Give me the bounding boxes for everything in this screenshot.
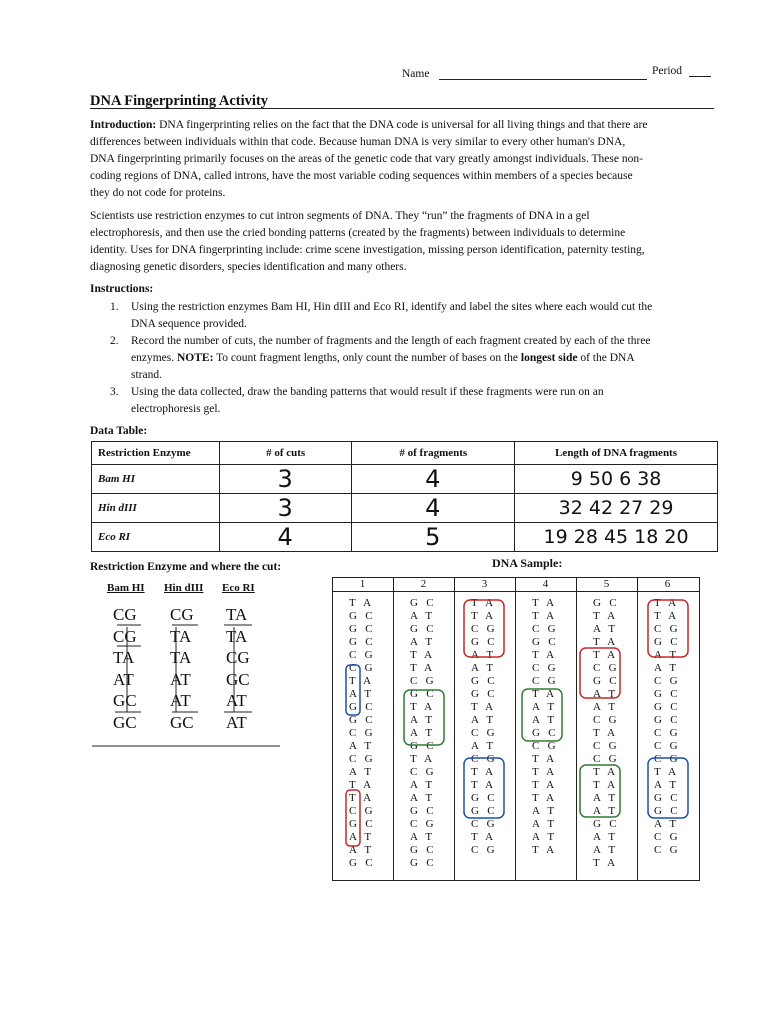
col-header-fragments: # of fragments xyxy=(352,442,515,465)
instr-3-line1: Using the data collected, draw the banding patterns that would result if these fragments were run on an xyxy=(131,386,604,398)
base-pair: A T xyxy=(349,766,372,778)
base-pair: G C xyxy=(349,701,373,713)
base-pair: T A xyxy=(593,779,616,791)
base-pair: G C xyxy=(654,792,678,804)
base-pair: G C xyxy=(471,688,495,700)
base-pair: T A xyxy=(471,766,494,778)
enzyme-cell: Bam HI xyxy=(92,465,220,494)
base-pair: T A xyxy=(532,779,555,791)
enzyme-site-pair: GC xyxy=(113,712,137,732)
base-pair: T A xyxy=(593,636,616,648)
base-pair: C G xyxy=(593,740,617,752)
base-pair: A T xyxy=(410,779,433,791)
intro-line-1: DNA fingerprinting relies on the fact that the DNA code is universal for all living things and that there are xyxy=(159,119,648,131)
base-pair: C G xyxy=(471,727,495,739)
base-pair: T A xyxy=(532,753,555,765)
lengths-value: 19 28 45 18 20 xyxy=(543,526,689,548)
base-pair: G C xyxy=(471,792,495,804)
base-pair: C G xyxy=(654,675,678,687)
base-pair: G C xyxy=(410,688,434,700)
base-pair: G C xyxy=(349,610,373,622)
base-pair: T A xyxy=(471,701,494,713)
base-pair: C G xyxy=(410,766,434,778)
enzyme-col-ecori-name: Eco RI xyxy=(222,582,255,594)
base-pair: A T xyxy=(349,844,372,856)
enzyme-site-pair: AT xyxy=(170,669,191,689)
base-pair: C G xyxy=(532,623,556,635)
instr-2-line2b: To count fragment lengths, only count the number of bases on the xyxy=(213,352,521,364)
base-pair: A T xyxy=(654,818,677,830)
base-pair: C G xyxy=(471,818,495,830)
base-pair: G C xyxy=(349,623,373,635)
enzyme-site-pair: AT xyxy=(113,669,134,689)
base-pair: T A xyxy=(532,597,555,609)
col-header-lengths: Length of DNA fragments xyxy=(515,442,718,465)
enzyme-site-pair: TA xyxy=(170,648,192,667)
base-pair: A T xyxy=(654,649,677,661)
enzyme-site-pair: AT xyxy=(226,691,247,710)
enzyme-col-bamhi-name: Bam HI xyxy=(107,582,145,594)
base-pair: G C xyxy=(410,805,434,817)
base-pair: A T xyxy=(471,740,494,752)
base-pair: C G xyxy=(654,727,678,739)
base-pair: C G xyxy=(471,844,495,856)
instructions-heading: Instructions: xyxy=(90,283,154,295)
base-pair: C G xyxy=(593,714,617,726)
base-pair: A T xyxy=(410,714,433,726)
base-pair: C G xyxy=(410,675,434,687)
base-pair: A T xyxy=(654,779,677,791)
instr-3-num: 3. xyxy=(110,386,119,398)
base-pair: C G xyxy=(532,675,556,687)
dna-column-number: 5 xyxy=(603,578,610,590)
base-pair: G C xyxy=(593,597,617,609)
base-pair: A T xyxy=(593,623,616,635)
base-pair: C G xyxy=(654,753,678,765)
base-pair: A T xyxy=(532,701,555,713)
base-pair: T A xyxy=(471,597,494,609)
intro-line-4: coding regions of DNA, called introns, have the most variable coding sequences within members of a species because xyxy=(90,170,633,182)
base-pair: T A xyxy=(410,662,433,674)
base-pair: T A xyxy=(654,597,677,609)
base-pair: T A xyxy=(593,727,616,739)
base-pair: G C xyxy=(532,727,556,739)
base-pair: G C xyxy=(471,636,495,648)
base-pair: A T xyxy=(593,701,616,713)
base-pair: C G xyxy=(532,662,556,674)
base-pair: C G xyxy=(349,649,373,661)
base-pair: T A xyxy=(471,831,494,843)
base-pair: A T xyxy=(349,688,372,700)
base-pair: C G xyxy=(654,740,678,752)
cuts-value: 3 xyxy=(277,465,294,493)
enzyme-site-pair: CG xyxy=(226,648,250,667)
base-pair: G C xyxy=(349,636,373,648)
enzyme-site-pair: AT xyxy=(170,691,191,710)
enzyme-cell: Eco RI xyxy=(92,523,220,552)
base-pair: T A xyxy=(654,610,677,622)
period-label: Period xyxy=(652,65,683,77)
fragments-value: 5 xyxy=(425,523,442,551)
instr-2-line2c: of the DNA xyxy=(577,352,635,364)
base-pair: T A xyxy=(349,597,372,609)
base-pair: T A xyxy=(532,844,555,856)
enzyme-site-pair: TA xyxy=(113,648,135,667)
base-pair: A T xyxy=(593,831,616,843)
intro-label: Introduction: xyxy=(90,119,157,131)
base-pair: A T xyxy=(532,805,555,817)
base-pair: T A xyxy=(410,753,433,765)
base-pair: A T xyxy=(532,818,555,830)
instr-2-bold: longest side xyxy=(520,352,578,364)
base-pair: C G xyxy=(349,727,373,739)
base-pair: G C xyxy=(654,805,678,817)
base-pair: A T xyxy=(410,831,433,843)
base-pair: A T xyxy=(532,714,555,726)
instr-2-num: 2. xyxy=(110,335,119,347)
base-pair: A T xyxy=(471,649,494,661)
base-pair: G C xyxy=(654,701,678,713)
base-pair: T A xyxy=(349,779,372,791)
base-pair: C G xyxy=(654,831,678,843)
dna-column-number: 2 xyxy=(420,578,427,590)
base-pair: T A xyxy=(532,792,555,804)
enzyme-site-pair: TA xyxy=(226,626,248,646)
base-pair: G C xyxy=(593,675,617,687)
base-pair: A T xyxy=(410,636,433,648)
base-pair: A T xyxy=(532,831,555,843)
base-pair: G C xyxy=(532,636,556,648)
dna-column-number: 3 xyxy=(481,578,488,590)
dna-column-number: 4 xyxy=(542,578,549,590)
base-pair: C G xyxy=(593,753,617,765)
para2-line-4: diagnosing genetic disorders, species identification and many others. xyxy=(90,261,407,273)
base-pair: C G xyxy=(471,623,495,635)
enzyme-site-pair: CG xyxy=(113,605,137,624)
enzyme-site-pair: GC xyxy=(170,712,194,732)
lengths-value: 9 50 6 38 xyxy=(570,468,662,490)
base-pair: T A xyxy=(471,610,494,622)
base-pair: T A xyxy=(410,649,433,661)
base-pair: G C xyxy=(349,714,373,726)
base-pair: A T xyxy=(349,740,372,752)
enzyme-cell: Hin dIII xyxy=(92,494,220,523)
instr-2-note: NOTE: xyxy=(176,352,214,364)
intro-line-2: differences between individuals within that code. Because human DNA is very similar to every other human's DNA, xyxy=(90,136,626,148)
base-pair: T A xyxy=(593,766,616,778)
enzyme-sites-heading: Restriction Enzyme and where the cut: xyxy=(90,561,282,573)
base-pair: G C xyxy=(410,597,434,609)
base-pair: T A xyxy=(593,610,616,622)
base-pair: A T xyxy=(593,688,616,700)
page-title: DNA Fingerprinting Activity xyxy=(90,93,269,109)
instr-3-line2: electrophoresis gel. xyxy=(131,403,221,415)
base-pair: A T xyxy=(593,844,616,856)
base-pair: A T xyxy=(471,714,494,726)
fragments-value: 4 xyxy=(425,465,442,493)
base-pair: G C xyxy=(349,818,373,830)
base-pair: T A xyxy=(471,779,494,791)
enzyme-site-pair: GC xyxy=(113,691,137,710)
base-pair: T A xyxy=(532,688,555,700)
instr-2-line1: Record the number of cuts, the number of fragments and the length of each fragment created by each of the three xyxy=(131,335,651,347)
cuts-value: 4 xyxy=(277,523,294,551)
base-pair: A T xyxy=(593,792,616,804)
base-pair: T A xyxy=(532,649,555,661)
base-pair: G C xyxy=(471,675,495,687)
instr-1-line2: DNA sequence provided. xyxy=(131,318,247,330)
enzyme-site-pair: TA xyxy=(170,626,192,646)
intro-line-5: they do not code for proteins. xyxy=(90,187,226,199)
base-pair: C G xyxy=(532,740,556,752)
base-pair: T A xyxy=(532,766,555,778)
enzyme-site-pair: CG xyxy=(170,605,194,624)
para2-line-3: identity. Uses for DNA fingerprinting include: crime scene investigation, missing person identification, paternity testing, xyxy=(90,244,645,256)
para2-line-2: electrophoresis, and then use the cried bonding patterns (created by the fragments) between individuals to determine xyxy=(90,227,626,239)
instr-1-line1: Using the restriction enzymes Bam HI, Hin dIII and Eco RI, identify and label the sites where each would cut the xyxy=(131,301,653,313)
base-pair: G C xyxy=(654,714,678,726)
base-pair: C G xyxy=(654,623,678,635)
instr-2-line3: strand. xyxy=(131,369,162,381)
base-pair: G C xyxy=(654,688,678,700)
base-pair: G C xyxy=(654,636,678,648)
base-pair: A T xyxy=(471,662,494,674)
base-pair: T A xyxy=(654,766,677,778)
base-pair: A T xyxy=(410,792,433,804)
fragments-value: 4 xyxy=(425,494,442,522)
base-pair: G C xyxy=(349,857,373,869)
base-pair: C G xyxy=(349,753,373,765)
base-pair: C G xyxy=(654,844,678,856)
dna-column-number: 1 xyxy=(359,578,366,590)
intro-line-3: DNA fingerprinting primarily focuses on the areas of the genetic code that vary greatly amongst individuals. These non- xyxy=(90,153,643,165)
base-pair: A T xyxy=(349,831,372,843)
base-pair: C G xyxy=(471,753,495,765)
base-pair: C G xyxy=(593,662,617,674)
instr-2-line2a: enzymes. xyxy=(131,352,177,364)
data-table-label: Data Table: xyxy=(90,425,148,437)
enzyme-site-pair: AT xyxy=(226,712,247,732)
col-header-cuts: # of cuts xyxy=(219,442,352,465)
base-pair: G C xyxy=(410,857,434,869)
base-pair: G C xyxy=(471,805,495,817)
base-pair: T A xyxy=(593,857,616,869)
base-pair: T A xyxy=(349,792,372,804)
enzyme-site-pair: GC xyxy=(226,669,250,689)
base-pair: T A xyxy=(593,649,616,661)
base-pair: C G xyxy=(349,662,373,674)
base-pair: G C xyxy=(410,844,434,856)
enzyme-site-pair: TA xyxy=(226,605,248,624)
name-label: Name xyxy=(402,68,430,80)
base-pair: G C xyxy=(593,818,617,830)
base-pair: T A xyxy=(410,701,433,713)
base-pair: G C xyxy=(410,623,434,635)
dna-sample-heading: DNA Sample: xyxy=(492,556,563,570)
base-pair: A T xyxy=(410,610,433,622)
instr-1-num: 1. xyxy=(110,301,119,313)
para2-line-1: Scientists use restriction enzymes to cut intron segments of DNA. They “run” the fragments of DNA in a gel xyxy=(90,210,590,222)
base-pair: A T xyxy=(410,727,433,739)
enzyme-site-pair: CG xyxy=(113,626,137,646)
col-header-enzyme: Restriction Enzyme xyxy=(92,442,220,465)
dna-column-number: 6 xyxy=(664,578,671,590)
base-pair: C G xyxy=(349,805,373,817)
base-pair: T A xyxy=(532,610,555,622)
cuts-value: 3 xyxy=(277,494,294,522)
lengths-value: 32 42 27 29 xyxy=(558,497,674,519)
base-pair: C G xyxy=(410,818,434,830)
enzyme-col-hindiii-name: Hin dIII xyxy=(164,582,204,594)
base-pair: G C xyxy=(410,740,434,752)
base-pair: A T xyxy=(654,662,677,674)
base-pair: A T xyxy=(593,805,616,817)
base-pair: T A xyxy=(349,675,372,687)
